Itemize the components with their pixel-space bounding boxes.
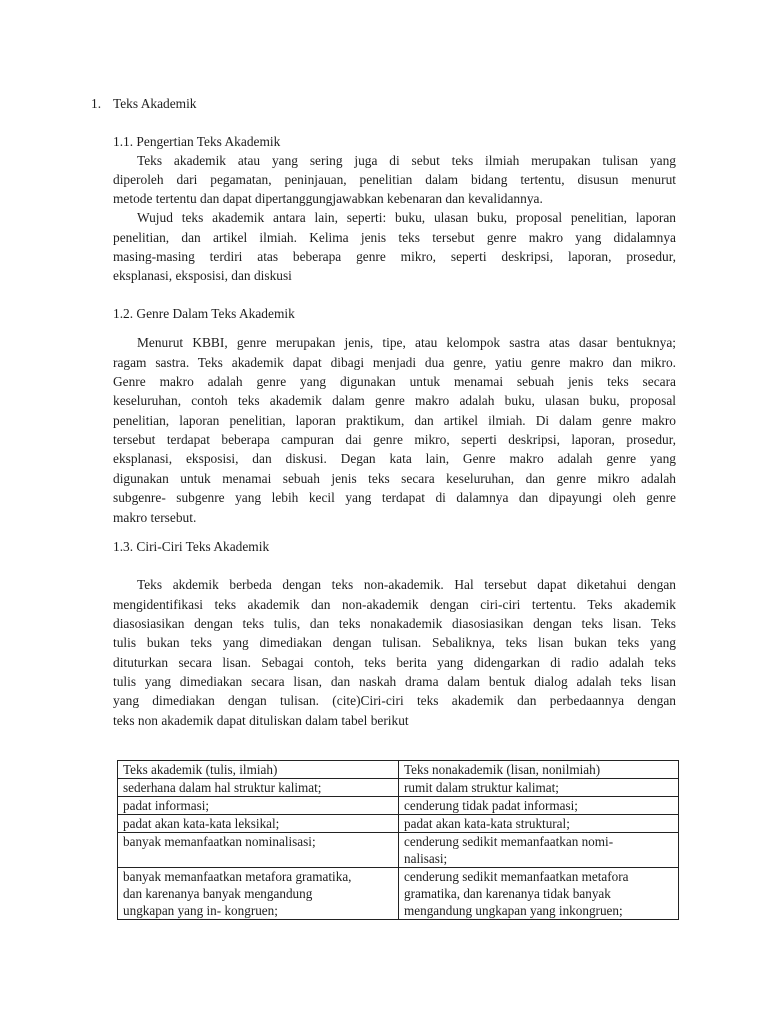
cell-line: ungkapan yang in- kongruen; <box>123 903 278 918</box>
section-1-2-title: 1.2. Genre Dalam Teks Akademik <box>113 306 295 321</box>
cell-line: cenderung sedikit memanfaatkan metafora <box>404 869 629 884</box>
table-row <box>118 779 679 797</box>
paragraph-line: yang dimediakan dengan tulisan. (cite)Ciri-ciri teks akademik dan perbedaannya dengan <box>113 693 676 708</box>
paragraph-line: digunakan untuk menamai sebuah jenis teks secara keseluruhan, dan genre mikro adalah <box>113 471 676 486</box>
section-1-3-title: 1.3. Ciri-Ciri Teks Akademik <box>113 539 270 554</box>
cell-line: banyak memanfaatkan nominalisasi; <box>123 834 316 849</box>
table-cell <box>399 779 679 797</box>
cell-line: padat akan kata-kata leksikal; <box>123 816 280 831</box>
paragraph-line: Genre makro adalah genre yang digunakan untuk menamai sebuah jenis teks secara <box>113 374 676 389</box>
paragraph-line: diasosiasikan dengan teks tulis, dan teks nonakademik diasosiasikan dengan teks lisan. Teks <box>113 616 676 631</box>
paragraph-line: penelitian, laporan penelitian, laporan praktikum, dan artikel ilmiah. Di dalam genre makro <box>113 413 676 428</box>
paragraph-line: teks non akademik dapat dituliskan dalam tabel berikut <box>113 713 409 728</box>
paragraph-line: dituturkan secara lisan. Sebagai contoh, teks berita yang didengarkan di radio adalah teks <box>113 655 676 670</box>
section-1-1-title: 1.1. Pengertian Teks Akademik <box>113 134 281 149</box>
table-cell <box>118 868 399 920</box>
paragraph-line: ragam sastra. Teks akademik dapat dibagi menjadi dua genre, yatiu genre makro dan mikro. <box>113 355 676 370</box>
table-row <box>118 868 679 920</box>
table-cell <box>118 815 399 833</box>
paragraph-line: subgenre- subgenre yang lebih kecil yang terdapat di dalamnya dan dipayungi oleh genre <box>113 490 676 505</box>
cell-line: cenderung sedikit memanfaatkan nomi- <box>404 834 614 849</box>
table-cell <box>399 797 679 815</box>
cell-line: sederhana dalam hal struktur kalimat; <box>123 780 322 795</box>
table-cell <box>118 797 399 815</box>
comparison-table <box>117 760 679 920</box>
cell-line: nalisasi; <box>404 851 448 866</box>
cell-line: padat informasi; <box>123 798 210 813</box>
paragraph-line: diperoleh dari pegamatan, peninjauan, penelitian dalam bidang tertentu, disusun menurut <box>113 172 676 187</box>
paragraph-line: Teks akademik atau yang sering juga di sebut teks ilmiah merupakan tulisan yang <box>137 153 676 168</box>
cell-line: mengandung ungkapan yang inkongruen; <box>404 903 623 918</box>
cell-line: padat akan kata-kata struktural; <box>404 816 570 831</box>
heading-title: Teks Akademik <box>113 96 197 111</box>
cell-line: dan karenanya banyak mengandung <box>123 886 313 901</box>
cell-line: gramatika, dan karenanya tidak banyak <box>404 886 611 901</box>
table-cell <box>118 779 399 797</box>
paragraph-line: tulis bukan teks yang dimediakan dengan tulisan. Sebaliknya, teks lisan bukan teks yang <box>113 635 676 650</box>
cell-line: banyak memanfaatkan metafora gramatika, <box>123 869 352 884</box>
paragraph-line: keseluruhan, contoh teks akademik dalam genre makro adalah buku, ulasan buku, proposal <box>113 393 676 408</box>
paragraph-line: mengidentifikasi teks akademik dan non-akademik dengan ciri-ciri tertentu. Teks akademik <box>113 597 676 612</box>
paragraph-line: Menurut KBBI, genre merupakan jenis, tipe, atau kelompok sastra atas dasar bentuknya; <box>137 335 676 350</box>
table-cell <box>399 868 679 920</box>
table-header-cell: Teks nonakademik (lisan, nonilmiah) <box>399 761 679 779</box>
table-cell <box>399 833 679 868</box>
paragraph-line: eksplanasi, eksposisi, dan diskusi <box>113 268 292 283</box>
paragraph-line: Wujud teks akademik antara lain, seperti: buku, ulasan buku, proposal penelitian, laporan <box>137 210 676 225</box>
table-header-row <box>118 761 679 779</box>
table-row <box>118 833 679 868</box>
paragraph-line: makro tersebut. <box>113 510 197 525</box>
table-row <box>118 815 679 833</box>
heading-number: 1. <box>91 96 102 111</box>
paragraph-line: Teks akdemik berbeda dengan teks non-akademik. Hal tersebut dapat diketahui dengan <box>137 577 676 592</box>
paragraph-line: metode tertentu dan dapat dipertanggungjawabkan kebenaran dan kevalidannya. <box>113 191 543 206</box>
paragraph-line: tulis yang dimediakan secara lisan, dan naskah drama dalam bentuk dialog adalah teks lisan <box>113 674 676 689</box>
paragraph-line: penelitian, dan artikel ilmiah. Kelima jenis teks tersebut genre makro yang didalamnya <box>113 230 676 245</box>
cell-line: rumit dalam struktur kalimat; <box>404 780 559 795</box>
table-cell <box>399 815 679 833</box>
cell-line: cenderung tidak padat informasi; <box>404 798 578 813</box>
table-row <box>118 797 679 815</box>
paragraph-line: tersebut terdapat beberapa campuran dai genre mikro, seperti deskripsi, laporan, prosedur, <box>113 432 676 447</box>
table-header-cell: Teks akademik (tulis, ilmiah) <box>118 761 399 779</box>
table-cell <box>118 833 399 868</box>
paragraph-line: eksplanasi, eksposisi, dan diskusi. Degan kata lain, Genre makro adalah genre yang <box>113 451 676 466</box>
paragraph-line: masing-masing terdiri atas beberapa genre mikro, seperti deskripsi, laporan, prosedur, <box>113 249 676 264</box>
